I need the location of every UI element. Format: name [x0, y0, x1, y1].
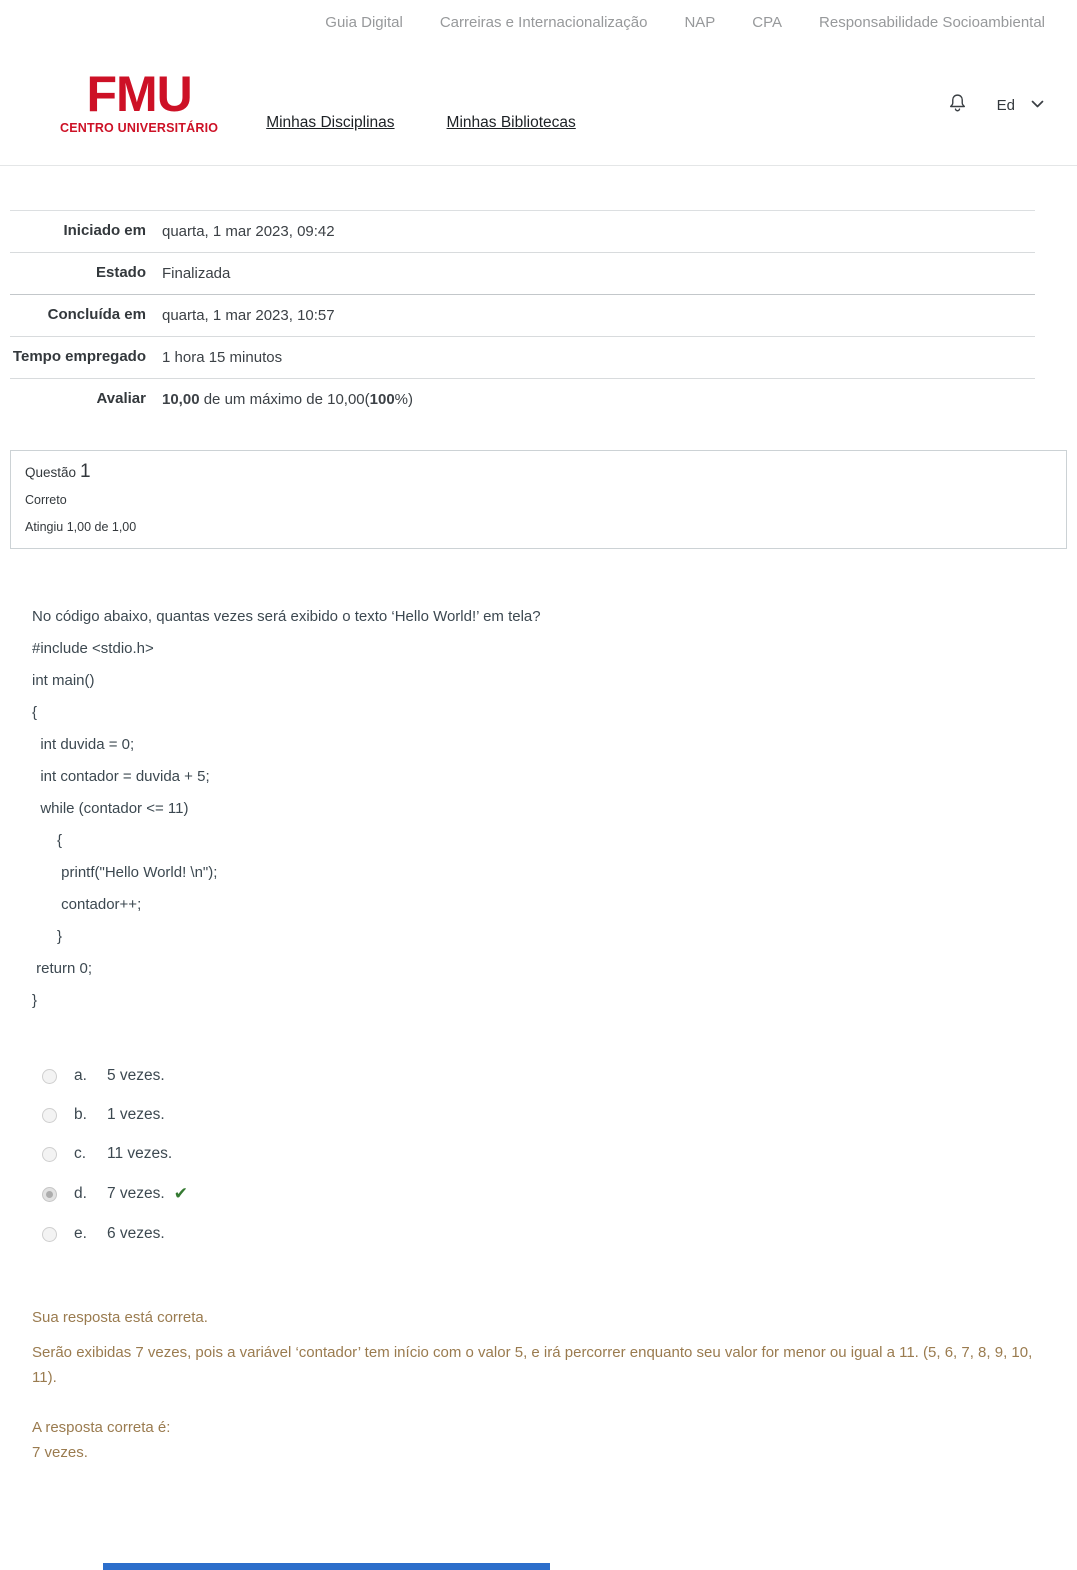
summary-label: Estado [95, 264, 146, 281]
utility-nav [0, 0, 1077, 45]
option-e[interactable] [42, 1225, 1045, 1243]
option-letter: b. [74, 1106, 87, 1123]
radio-option-d[interactable] [42, 1187, 57, 1202]
option-d-selected[interactable] [42, 1184, 1045, 1204]
summary-value: quarta, 1 mar 2023, 10:57 [162, 307, 335, 324]
summary-row-time-taken [10, 337, 1035, 379]
summary-row-started [10, 211, 1035, 253]
option-letter: e. [74, 1225, 87, 1242]
radio-option-b[interactable] [42, 1108, 57, 1123]
nav-minhas-bibliotecas[interactable]: Minhas Bibliotecas [446, 114, 576, 131]
summary-row-grade [10, 379, 1035, 420]
option-b[interactable] [42, 1106, 1045, 1124]
summary-row-state [10, 253, 1035, 295]
utility-nav-cpa[interactable]: CPA [752, 14, 783, 31]
bottom-blue-bar [103, 1563, 550, 1570]
radio-option-e[interactable] [42, 1227, 57, 1242]
question-content [0, 601, 1077, 1465]
correct-check-icon: ✔ [173, 1184, 188, 1203]
feedback-explanation: Serão exibidas 7 vezes, pois a variável ‘contador’ tem início com o valor 5, e irá percorrer enquanto seu valor for menor ou igual a 11. (5, 6, 7, 8, 9, 10, 11). [32, 1344, 1033, 1386]
radio-option-c[interactable] [42, 1147, 57, 1162]
code-line: int contador = duvida + 5; [32, 768, 210, 785]
option-text: 6 vezes. [107, 1225, 165, 1242]
answer-options [42, 1067, 1045, 1243]
question-grade: Atingiu 1,00 de 1,00 [25, 520, 137, 534]
option-c[interactable] [42, 1145, 1045, 1163]
summary-row-completed [10, 295, 1035, 337]
radio-option-a[interactable] [42, 1069, 57, 1084]
bell-icon [947, 91, 968, 120]
feedback-right-answer-label: A resposta correta é: [32, 1419, 171, 1436]
code-line: } [32, 928, 63, 945]
feedback-right-answer: 7 vezes. [32, 1444, 88, 1461]
question-state-badge: Correto [25, 493, 67, 507]
option-text: 1 vezes. [107, 1106, 165, 1123]
question-info-box [10, 450, 1067, 549]
option-letter: d. [74, 1185, 87, 1202]
summary-value: 1 hora 15 minutos [162, 349, 283, 366]
option-text: 7 vezes. [107, 1185, 165, 1202]
summary-label: Iniciado em [63, 222, 146, 239]
utility-nav-carreiras[interactable]: Carreiras e Internacionalização [439, 14, 648, 31]
notifications-button[interactable] [947, 91, 968, 120]
question-text-block [32, 601, 1045, 1017]
code-line: contador++; [32, 896, 142, 913]
fmu-logo-subtext: CENTRO UNIVERSITÁRIO [60, 120, 219, 135]
code-line: int duvida = 0; [32, 736, 135, 753]
user-name: Ed [996, 96, 1015, 114]
fmu-logo-text: FMU [86, 65, 192, 122]
option-letter: c. [74, 1145, 87, 1162]
code-line: #include <stdio.h> [32, 640, 154, 657]
option-text: 11 vezes. [107, 1145, 173, 1162]
utility-nav-guia-digital[interactable]: Guia Digital [325, 14, 403, 31]
option-a[interactable] [42, 1067, 1045, 1085]
question-title: Questão 1 [25, 461, 91, 482]
code-line: printf("Hello World! \n"); [32, 864, 218, 881]
utility-nav-responsabilidade[interactable]: Responsabilidade Socioambiental [819, 14, 1045, 31]
option-text: 5 vezes. [107, 1067, 165, 1084]
code-line: { [32, 832, 63, 849]
feedback-block [32, 1305, 1045, 1465]
question-number: 1 [80, 461, 91, 482]
summary-grade-value: 10,00 de um máximo de 10,00(100%) [162, 391, 414, 408]
utility-nav-nap[interactable]: NAP [684, 14, 716, 31]
summary-label: Concluída em [47, 306, 146, 323]
question-text: No código abaixo, quantas vezes será exibido o texto ‘Hello World!’ em tela? [32, 608, 541, 625]
code-line: { [32, 704, 38, 721]
header-right-cluster [947, 91, 1044, 120]
main-nav [266, 114, 576, 132]
code-line: int main() [32, 672, 95, 689]
feedback-correct-line: Sua resposta está correta. [32, 1309, 208, 1326]
attempt-summary-table [10, 210, 1035, 420]
code-line: } [32, 992, 38, 1009]
nav-minhas-disciplinas[interactable]: Minhas Disciplinas [266, 114, 395, 131]
code-line: while (contador <= 11) [32, 800, 189, 817]
chevron-down-icon [1031, 96, 1044, 114]
option-letter: a. [74, 1067, 87, 1084]
user-menu[interactable] [997, 96, 1044, 114]
summary-value: quarta, 1 mar 2023, 09:42 [162, 223, 335, 240]
summary-value: Finalizada [162, 265, 231, 282]
site-header [0, 45, 1077, 166]
summary-label: Avaliar [96, 390, 146, 407]
summary-label: Tempo empregado [12, 348, 146, 365]
fmu-logo[interactable] [60, 65, 219, 135]
code-line: return 0; [32, 960, 93, 977]
